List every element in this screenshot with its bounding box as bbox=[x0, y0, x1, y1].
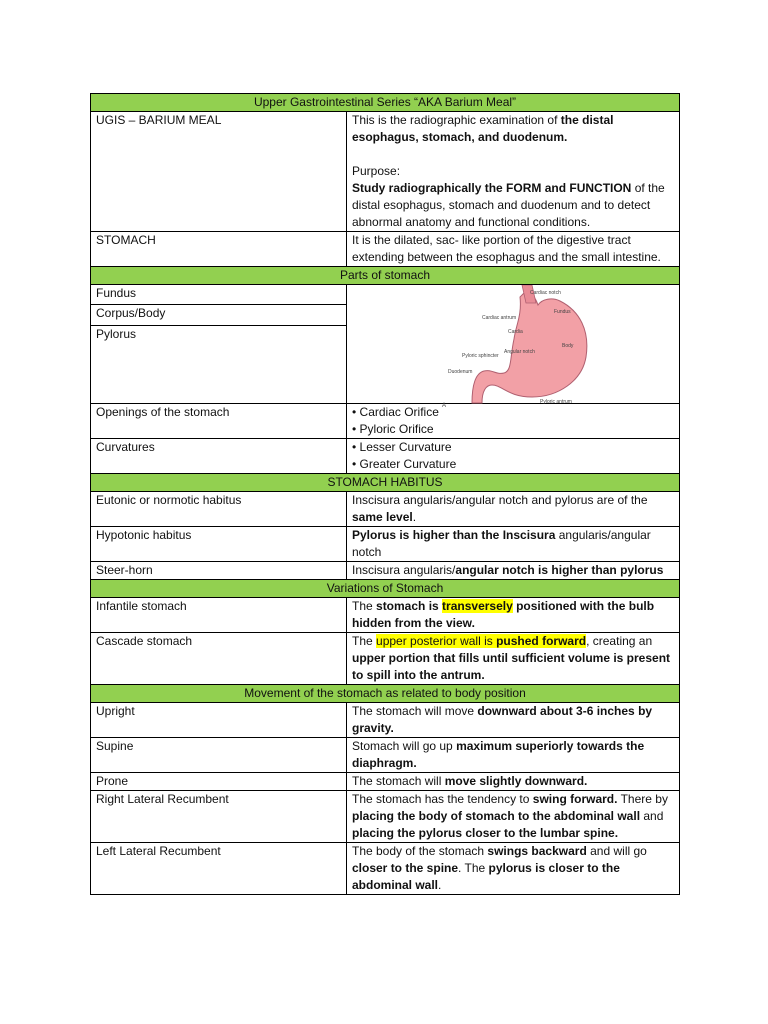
section-header-ugis bbox=[91, 94, 680, 112]
highlighted-text: upper posterior wall is bbox=[376, 634, 497, 648]
text-run: angularis/angular notch bbox=[352, 528, 651, 559]
text-run-bold: placing the body of stomach to the abdominal wall bbox=[352, 809, 641, 823]
text-run-bold: move slightly downward. bbox=[444, 774, 588, 788]
text-run-bold: stomach is bbox=[376, 599, 443, 613]
text-run: Stomach will go up bbox=[352, 739, 457, 753]
row-text-prone bbox=[347, 773, 680, 791]
section-title: STOMACH HABITUS bbox=[91, 474, 680, 492]
text-run: The bbox=[352, 634, 377, 648]
highlighted-text: transversely bbox=[442, 599, 513, 613]
row-text-hypotonic bbox=[347, 527, 680, 562]
row-label-cascade: Cascade stomach bbox=[91, 633, 347, 685]
row-text-upright bbox=[347, 703, 680, 738]
row-label-prone: Prone bbox=[91, 773, 347, 791]
section-header-parts bbox=[91, 267, 680, 285]
table-row bbox=[91, 112, 680, 232]
row-text-stomach: It is the dilated, sac- like portion of the digestive tract extending between the esophagus and the small intestine. bbox=[347, 232, 680, 267]
section-header-movement bbox=[91, 685, 680, 703]
text-run: The stomach will bbox=[352, 774, 445, 788]
row-text-rlr bbox=[347, 791, 680, 843]
row-text-curvatures bbox=[347, 439, 680, 474]
row-label-eutonic: Eutonic or normotic habitus bbox=[91, 492, 347, 527]
text-run: Inscisura angularis/angular notch and pylorus are of the bbox=[352, 493, 648, 507]
row-label-supine: Supine bbox=[91, 738, 347, 773]
label-angular-notch: Angular notch bbox=[504, 349, 535, 355]
text-run: Inscisura angularis/ bbox=[352, 563, 456, 577]
figure-letter: A bbox=[442, 403, 447, 409]
row-text-ugis bbox=[347, 112, 680, 232]
row-label-upright: Upright bbox=[91, 703, 347, 738]
part-corpus: Corpus/Body bbox=[91, 305, 347, 325]
label-pyloric-sphincter: Pyloric sphincter bbox=[462, 353, 499, 359]
label-cardiac-antrum: Cardiac antrum bbox=[482, 315, 517, 321]
highlighted-text-bold: pushed forward bbox=[496, 634, 587, 648]
part-pylorus: Pylorus bbox=[91, 325, 347, 345]
section-title: Variations of Stomach bbox=[91, 580, 680, 598]
text-run: The bbox=[352, 599, 377, 613]
text-run: The stomach will move bbox=[352, 704, 478, 718]
table-row bbox=[91, 633, 680, 685]
row-label-hypotonic: Hypotonic habitus bbox=[91, 527, 347, 562]
text-run-bold: closer to the spine bbox=[352, 861, 459, 875]
stomach-diagram bbox=[442, 285, 622, 409]
text-run-bold: pylorus is closer to the abdominal wall bbox=[352, 861, 620, 892]
row-label-infantile: Infantile stomach bbox=[91, 598, 347, 633]
empty-cell bbox=[91, 345, 347, 404]
text-run-bold: the distal esophagus, stomach, and duodenum. bbox=[352, 113, 614, 144]
table-row bbox=[91, 738, 680, 773]
row-text-infantile bbox=[347, 598, 680, 633]
list-item: • Cardiac Orifice bbox=[352, 405, 439, 419]
text-run: The body of the stomach bbox=[352, 844, 488, 858]
row-label-steer-horn: Steer-horn bbox=[91, 562, 347, 580]
text-run-bold: positioned with the bulb hidden from the view. bbox=[352, 599, 655, 630]
text-run: , creating an bbox=[586, 634, 653, 648]
table-row bbox=[91, 791, 680, 843]
section-header-habitus bbox=[91, 474, 680, 492]
text-run: The stomach has the tendency to bbox=[352, 792, 533, 806]
stomach-figure-cell bbox=[347, 285, 680, 409]
row-text-supine bbox=[347, 738, 680, 773]
label-body: Body bbox=[562, 343, 574, 349]
row-label-llr: Left Lateral Recumbent bbox=[91, 843, 347, 895]
label-cardia: Cardia bbox=[508, 329, 523, 335]
text-run-bold: swing forward. bbox=[532, 792, 618, 806]
table-row bbox=[91, 439, 680, 474]
text-run-bold: downward about 3-6 inches by gravity. bbox=[352, 704, 653, 735]
table-row bbox=[91, 232, 680, 267]
label-pyloric-antrum: Pyloric antrum bbox=[540, 399, 572, 405]
row-label-ugis: UGIS – BARIUM MEAL bbox=[91, 112, 347, 232]
row-text-eutonic bbox=[347, 492, 680, 527]
table-row bbox=[91, 843, 680, 895]
row-text-llr bbox=[347, 843, 680, 895]
text-run-bold: same level bbox=[352, 510, 413, 524]
text-run-bold: maximum superiorly towards the diaphragm. bbox=[352, 739, 645, 770]
text-run-bold: Pylorus is higher than the Inscisura bbox=[352, 528, 556, 542]
text-run-bold: upper portion that fills until sufficient volume is present to spill into the antrum. bbox=[352, 651, 671, 682]
label-fundus: Fundus bbox=[554, 309, 571, 315]
table-row bbox=[91, 527, 680, 562]
text-run: and will go bbox=[586, 844, 647, 858]
table-row bbox=[91, 492, 680, 527]
purpose-label: Purpose: bbox=[352, 164, 401, 178]
row-label-curvatures: Curvatures bbox=[91, 439, 347, 474]
row-label-rlr: Right Lateral Recumbent bbox=[91, 791, 347, 843]
part-fundus: Fundus bbox=[91, 285, 347, 305]
text-run: . bbox=[438, 878, 442, 892]
text-run: This is the radiographic examination of bbox=[352, 113, 561, 127]
table-row bbox=[91, 703, 680, 738]
row-text-steer-horn bbox=[347, 562, 680, 580]
text-run: There by bbox=[617, 792, 668, 806]
row-label-openings: Openings of the stomach bbox=[91, 404, 347, 439]
section-title: Parts of stomach bbox=[91, 267, 680, 285]
text-run-bold: angular notch is higher than pylorus bbox=[455, 563, 664, 577]
section-header-variations bbox=[91, 580, 680, 598]
table-title: Upper Gastrointestinal Series “AKA Barium Meal” bbox=[91, 94, 680, 112]
label-cardiac-notch: Cardiac notch bbox=[530, 290, 561, 296]
label-duodenum: Duodenum bbox=[448, 369, 473, 375]
notes-table bbox=[90, 93, 680, 895]
list-item: • Lesser Curvature bbox=[352, 440, 452, 454]
text-run: of the distal esophagus, stomach and duodenum and to detect abnormal anatomy and functional conditions. bbox=[352, 181, 665, 229]
document-page bbox=[90, 93, 679, 895]
section-title: Movement of the stomach as related to body position bbox=[91, 685, 680, 703]
text-run: . The bbox=[458, 861, 489, 875]
table-row bbox=[91, 562, 680, 580]
text-run: and bbox=[640, 809, 664, 823]
list-item: • Greater Curvature bbox=[352, 457, 457, 471]
table-row bbox=[91, 773, 680, 791]
table-row bbox=[91, 285, 680, 305]
list-item: • Pyloric Orifice bbox=[352, 422, 434, 436]
text-run-bold: Study radiographically the FORM and FUNCTION bbox=[352, 181, 632, 195]
text-run: . bbox=[412, 510, 417, 524]
row-label-stomach: STOMACH bbox=[91, 232, 347, 267]
text-run-bold: swings backward bbox=[487, 844, 587, 858]
table-row bbox=[91, 598, 680, 633]
row-text-cascade bbox=[347, 633, 680, 685]
text-run-bold: placing the pylorus closer to the lumbar spine. bbox=[352, 826, 619, 840]
